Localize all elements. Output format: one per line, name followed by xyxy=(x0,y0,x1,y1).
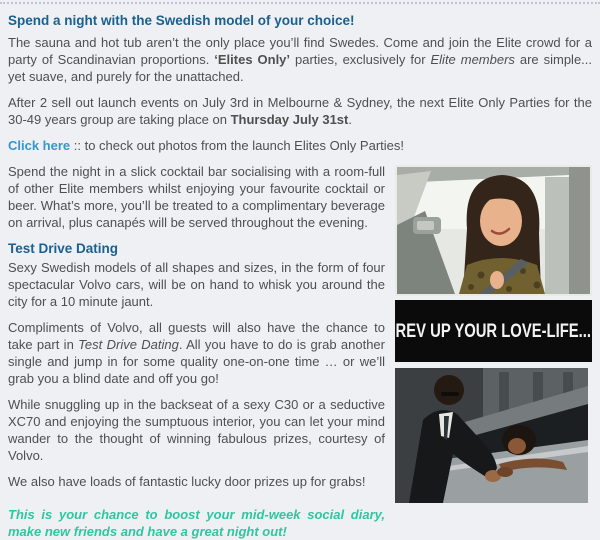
italic-text: Elite members xyxy=(430,52,515,67)
photo-frame xyxy=(395,165,592,296)
click-here-link[interactable]: Click here xyxy=(8,138,71,153)
rev-up-banner xyxy=(395,300,592,362)
headline: Spend a night with the Swedish model of your choice! xyxy=(8,13,355,28)
woman-smiling-in-car-photo xyxy=(397,167,590,294)
text-segment: parties, exclusively for xyxy=(290,52,431,67)
newsletter-body xyxy=(0,2,600,539)
test-drive-dating-heading: Test Drive Dating xyxy=(8,241,119,256)
paragraph-volvo-models: Sexy Swedish models of all shapes and sizes, in the form of four spectacular Volvo cars, will be on hand to whisk you around the city for a 10 minute jaunt. xyxy=(8,260,385,309)
italic-text: Test Drive Dating xyxy=(78,337,179,352)
paragraph-photos-link xyxy=(8,137,592,154)
bold-text: Thursday July 31st xyxy=(230,112,349,127)
text-segment: After 2 sell out launch events on July 3rd in Melbourne & Sydney, the next Elite Only Parties for the 30-49 years group are taking place on xyxy=(8,95,592,127)
text-segment: . All you have to do is grab another single and jump in for some quality one-on-one time … or we’ll grab you a blind date and off you go! xyxy=(8,337,385,386)
paragraph-launch-events xyxy=(8,94,592,128)
man-talking-to-woman-in-car-photo xyxy=(395,368,588,503)
right-image-column xyxy=(395,165,592,503)
bold-text: ‘Elites Only’ xyxy=(214,52,291,67)
paragraph-snuggling: While snuggling up in the backseat of a sexy C30 or a seductive XC70 and enjoying the sumptuous interior, you can let your mind wander to the thought of winning fabulous prizes, courtesy of Volvo. xyxy=(8,397,385,463)
closing-message: This is your chance to boost your mid-week social diary, make new friends and have a great night out! xyxy=(8,507,385,539)
text-segment: Compliments of Volvo, all guests will also have the chance to take part in xyxy=(8,320,385,352)
text-segment: :: to check out photos from the launch Elites Only Parties! xyxy=(70,138,404,153)
text-segment: . xyxy=(348,112,352,127)
text-segment: are simple... yet suave, and purely for the unattached. xyxy=(8,52,593,84)
text-segment: The sauna and hot tub aren’t the only place you’ll find Swedes. Come and join the Elite crowd for a party of Scandinavian proportions. xyxy=(8,35,592,67)
paragraph-intro xyxy=(8,34,592,85)
photo-frame xyxy=(395,368,592,503)
banner-text: REV UP YOUR LOVE-LIFE... xyxy=(395,320,592,342)
paragraph-door-prizes: We also have loads of fantastic lucky door prizes up for grabs! xyxy=(8,474,366,489)
paragraph-cocktail-bar: Spend the night in a slick cocktail bar socialising with a room-full of other Elite members whilst enjoying your favourite cocktail or beer. What’s more, you’ll be treated to a complimentary beverage on arrival, plus canapés will be served throughout the evening. xyxy=(8,164,385,230)
